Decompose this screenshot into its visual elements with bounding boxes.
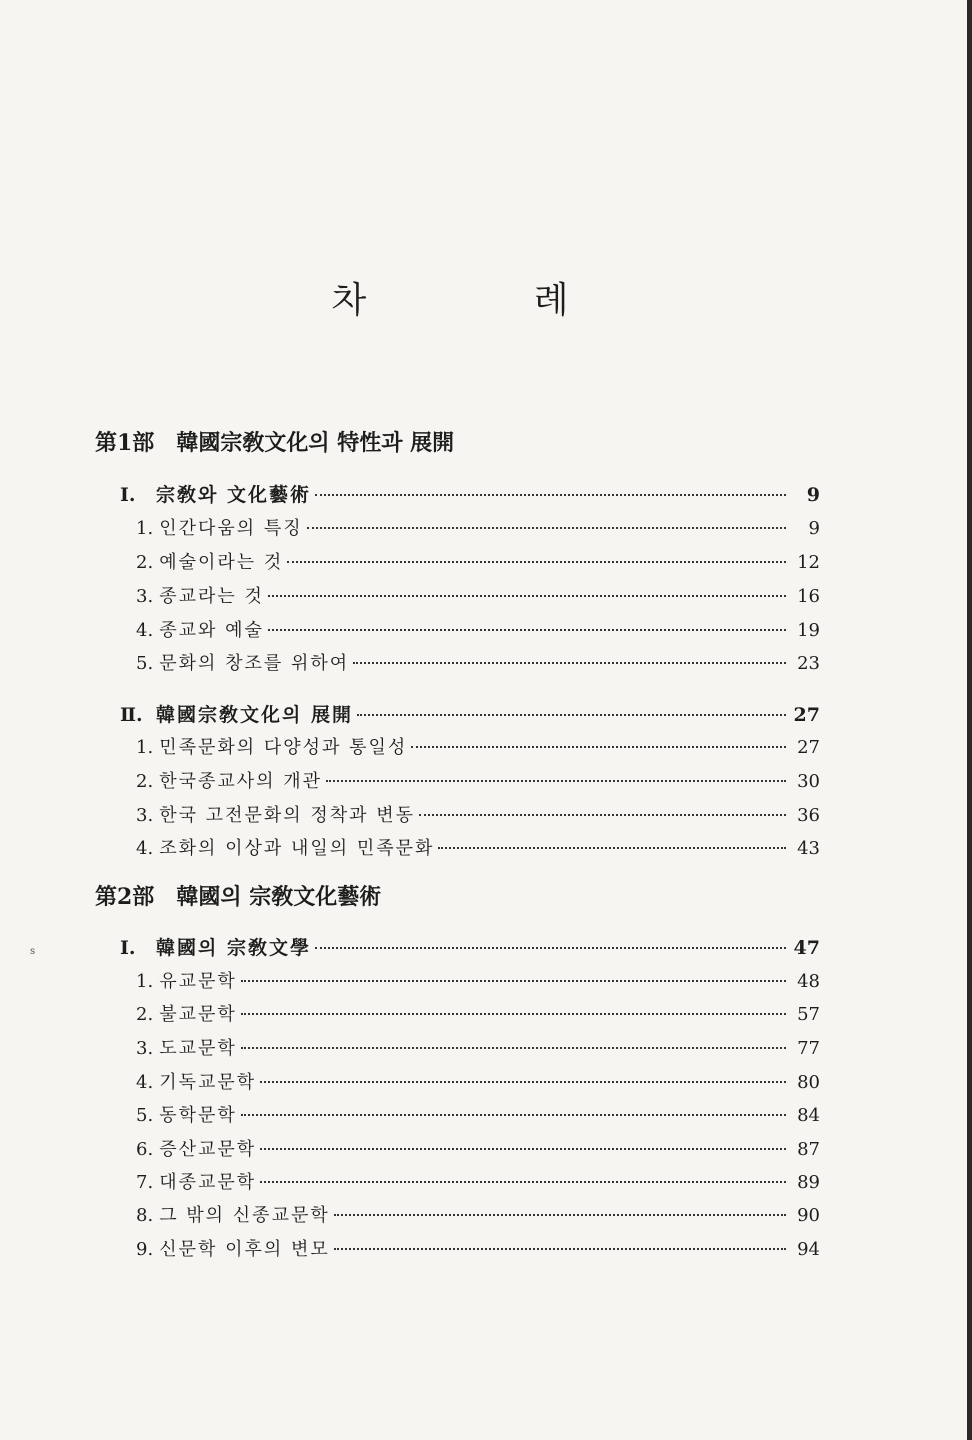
section-title: 한국 고전문화의 정착과 변동 (159, 805, 416, 826)
section-title: 기독교문학 (159, 1072, 257, 1093)
dot-leader (241, 1013, 786, 1015)
section-number: 3. (136, 1038, 154, 1059)
page-number: 48 (797, 971, 820, 992)
page-number: 27 (797, 737, 820, 758)
toc-section[interactable] (136, 649, 820, 675)
toc-section[interactable] (136, 1000, 820, 1026)
dot-leader (241, 1047, 786, 1049)
page-number: 12 (797, 552, 820, 573)
section-number: 9. (136, 1239, 154, 1260)
toc-section[interactable] (136, 1135, 820, 1161)
dot-leader (268, 595, 786, 597)
chapter-number: Ⅰ. (120, 484, 136, 506)
dot-leader (307, 527, 786, 529)
section-number: 2. (136, 771, 154, 792)
dot-leader (334, 1248, 786, 1250)
dot-leader (334, 1214, 786, 1216)
section-number: 3. (136, 805, 154, 826)
page-edge (967, 0, 972, 1440)
toc-section[interactable] (136, 1101, 820, 1127)
toc-section[interactable] (136, 1168, 820, 1194)
part-heading (95, 426, 454, 457)
toc-section[interactable] (136, 1034, 820, 1060)
dot-leader (260, 1181, 786, 1183)
part-title: 韓國宗敎文化의 特性과 展開 (176, 430, 455, 456)
dot-leader (315, 494, 786, 496)
dot-leader (260, 1148, 786, 1150)
page-number: 23 (797, 653, 820, 674)
dot-leader (287, 561, 786, 563)
dot-leader (241, 1114, 786, 1116)
dot-leader (315, 947, 786, 949)
toc-chapter[interactable] (120, 933, 820, 960)
toc-section[interactable] (136, 767, 820, 793)
chapter-title: 韓國宗敎文化의 展開 (156, 704, 353, 726)
part-number: 第2部 (95, 884, 155, 910)
section-number: 8. (136, 1205, 154, 1226)
section-title: 증산교문학 (159, 1139, 257, 1160)
dot-leader (241, 980, 786, 982)
toc-section[interactable] (136, 616, 820, 642)
toc-section[interactable] (136, 834, 820, 860)
page-number: 89 (797, 1172, 820, 1193)
section-title: 종교와 예술 (159, 620, 264, 641)
section-number: 5. (136, 653, 154, 674)
page-number: 87 (797, 1139, 820, 1160)
section-title: 도교문학 (159, 1038, 237, 1059)
toc-chapter[interactable] (120, 480, 820, 507)
toc-section[interactable] (136, 801, 820, 827)
page-number: 9 (808, 518, 820, 539)
page-number: 36 (797, 805, 820, 826)
section-number: 6. (136, 1139, 154, 1160)
dot-leader (357, 714, 786, 716)
dot-leader (411, 746, 786, 748)
section-number: 1. (136, 518, 154, 539)
page-number: 9 (806, 484, 820, 506)
dot-leader (326, 780, 786, 782)
section-title: 신문학 이후의 변모 (159, 1239, 330, 1260)
section-number: 3. (136, 586, 154, 607)
section-title: 불교문학 (159, 1004, 237, 1025)
toc-section[interactable] (136, 548, 820, 574)
page-number: 84 (797, 1105, 820, 1126)
section-number: 7. (136, 1172, 154, 1193)
dot-leader (260, 1081, 786, 1083)
chapter-number: Ⅰ. (120, 937, 136, 959)
page-title: 차 례 (331, 280, 647, 321)
section-number: 1. (136, 971, 154, 992)
page-number: 90 (797, 1205, 820, 1226)
section-title: 그 밖의 신종교문학 (159, 1205, 330, 1226)
section-number: 1. (136, 737, 154, 758)
dot-leader (268, 629, 786, 631)
section-title: 종교라는 것 (159, 586, 264, 607)
section-number: 2. (136, 552, 154, 573)
section-number: 4. (136, 838, 154, 859)
page-number: 80 (797, 1072, 820, 1093)
page-number: 77 (797, 1038, 820, 1059)
dot-leader (419, 814, 786, 816)
section-title: 동학문학 (159, 1105, 237, 1126)
chapter-number: Ⅱ. (120, 704, 143, 726)
section-title: 예술이라는 것 (159, 552, 284, 573)
part-heading (95, 880, 381, 911)
page-number: 16 (797, 586, 820, 607)
toc-chapter[interactable] (120, 700, 820, 727)
chapter-title: 宗敎와 文化藝術 (156, 484, 311, 506)
dot-leader (438, 847, 786, 849)
page-number: 47 (793, 937, 820, 959)
toc-section[interactable] (136, 582, 820, 608)
toc-section[interactable] (136, 514, 820, 540)
section-number: 2. (136, 1004, 154, 1025)
toc-section[interactable] (136, 1201, 820, 1227)
page-number: 30 (797, 771, 820, 792)
page-number: 19 (797, 620, 820, 641)
toc-section[interactable] (136, 1068, 820, 1094)
section-title: 민족문화의 다양성과 통일성 (159, 737, 408, 758)
part-title: 韓國의 宗敎文化藝術 (176, 884, 382, 910)
page-number: 43 (797, 838, 820, 859)
section-title: 유교문학 (159, 971, 237, 992)
margin-mark: s (30, 946, 36, 957)
chapter-title: 韓國의 宗敎文學 (156, 937, 311, 959)
section-number: 4. (136, 1072, 154, 1093)
dot-leader (353, 662, 786, 664)
section-title: 조화의 이상과 내일의 민족문화 (159, 838, 435, 859)
page-number: 57 (797, 1004, 820, 1025)
toc-section[interactable] (136, 967, 820, 993)
page-number: 94 (797, 1239, 820, 1260)
toc-section[interactable] (136, 733, 820, 759)
section-title: 인간다움의 특징 (159, 518, 303, 539)
section-title: 문화의 창조를 위하여 (159, 653, 350, 674)
section-number: 5. (136, 1105, 154, 1126)
part-number: 第1部 (95, 430, 155, 456)
section-title: 대종교문학 (159, 1172, 257, 1193)
section-number: 4. (136, 620, 154, 641)
toc-section[interactable] (136, 1235, 820, 1261)
section-title: 한국종교사의 개관 (159, 771, 323, 792)
page-number: 27 (793, 704, 820, 726)
